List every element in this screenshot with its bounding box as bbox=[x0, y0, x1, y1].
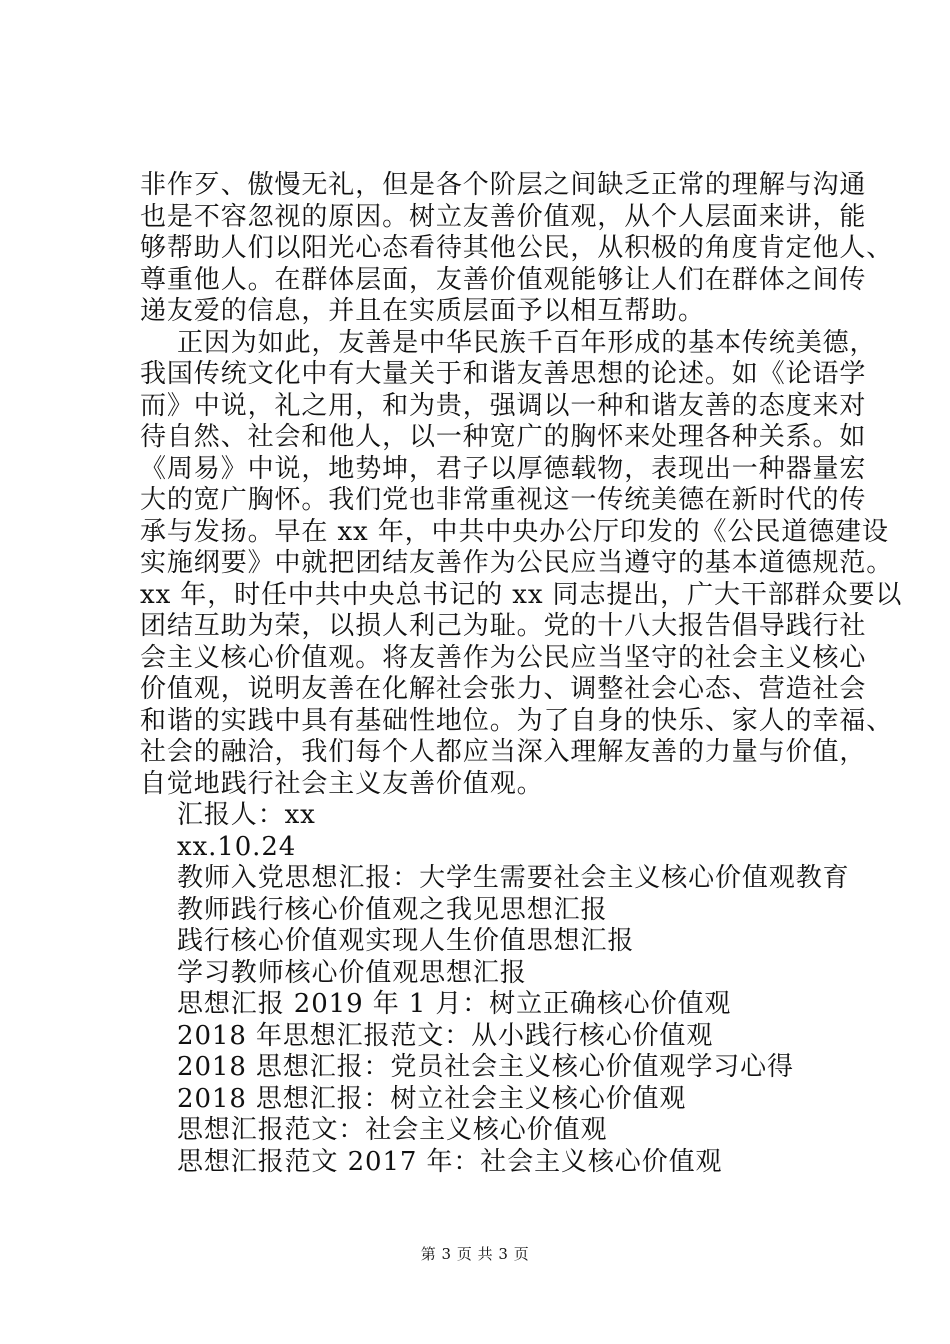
text-line: 也是不容忽视的原因。树立友善价值观，从个人层面来讲，能 bbox=[140, 201, 867, 232]
text-line: 教师践行核心价值观之我见思想汇报 bbox=[177, 894, 608, 925]
text-line: 2018 思想汇报：树立社会主义核心价值观 bbox=[177, 1083, 687, 1114]
text-line: 待自然、社会和他人，以一种宽广的胸怀来处理各种关系。如 bbox=[140, 422, 867, 452]
text-line: 教师入党思想汇报：大学生需要社会主义核心价值观教育 bbox=[177, 863, 850, 893]
text-line: 思想汇报 2019 年 1 月：树立正确核心价值观 bbox=[177, 989, 732, 1019]
text-line: xx.10.24 bbox=[177, 831, 297, 862]
text-line: 承与发扬。早在 xx 年，中共中央办公厅印发的《公民道德建设 bbox=[140, 516, 889, 547]
text-line: 思想汇报范文 2017 年：社会主义核心价值观 bbox=[177, 1146, 723, 1177]
page-footer: 第 3 页 共 3 页 bbox=[420, 1245, 530, 1263]
text-line: 我国传统文化中有大量关于和谐友善思想的论述。如《论语学 bbox=[140, 359, 867, 389]
text-line: 正因为如此，友善是中华民族千百年形成的基本传统美德， bbox=[177, 327, 877, 358]
text-line: 会主义核心价值观。将友善作为公民应当坚守的社会主义核心 bbox=[140, 642, 867, 673]
text-line: 2018 思想汇报：党员社会主义核心价值观学习心得 bbox=[177, 1052, 794, 1082]
text-line: 非作歹、傲慢无礼，但是各个阶层之间缺乏正常的理解与沟通 bbox=[140, 170, 867, 200]
document-body bbox=[140, 170, 903, 1178]
text-line: 价值观，说明友善在化解社会张力、调整社会心态、营造社会 bbox=[140, 674, 867, 704]
text-line: 团结互助为荣，以损人利己为耻。党的十八大报告倡导践行社 bbox=[140, 611, 867, 641]
text-line: 学习教师核心价值观思想汇报 bbox=[177, 957, 527, 988]
text-line: 而》中说，礼之用，和为贵，强调以一种和谐友善的态度来对 bbox=[140, 390, 867, 421]
text-line: 2018 年思想汇报范文：从小践行核心价值观 bbox=[177, 1020, 714, 1051]
text-line: 递友爱的信息，并且在实质层面予以相互帮助。 bbox=[140, 296, 705, 326]
text-line: 够帮助人们以阳光心态看待其他公民，从积极的角度肯定他人、 bbox=[140, 233, 894, 263]
text-line: 尊重他人。在群体层面，友善价值观能够让人们在群体之间传 bbox=[140, 264, 867, 295]
text-line: 思想汇报范文：社会主义核心价值观 bbox=[177, 1115, 608, 1145]
text-line: 社会的融洽，我们每个人都应当深入理解友善的力量与价值， bbox=[140, 737, 867, 767]
text-line: 大的宽广胸怀。我们党也非常重视这一传统美德在新时代的传 bbox=[140, 485, 867, 515]
text-line: 实施纲要》中就把团结友善作为公民应当遵守的基本道德规范。 bbox=[140, 548, 894, 578]
text-line: 汇报人：xx bbox=[177, 800, 316, 830]
text-line: 和谐的实践中具有基础性地位。为了自身的快乐、家人的幸福、 bbox=[140, 705, 894, 736]
text-line: 践行核心价值观实现人生价值思想汇报 bbox=[177, 926, 635, 956]
text-line: 《周易》中说，地势坤，君子以厚德载物，表现出一种器量宏 bbox=[140, 453, 867, 484]
text-line: xx 年，时任中共中央总书记的 xx 同志提出，广大干部群众要以 bbox=[140, 579, 903, 610]
text-line: 自觉地践行社会主义友善价值观。 bbox=[140, 768, 544, 799]
